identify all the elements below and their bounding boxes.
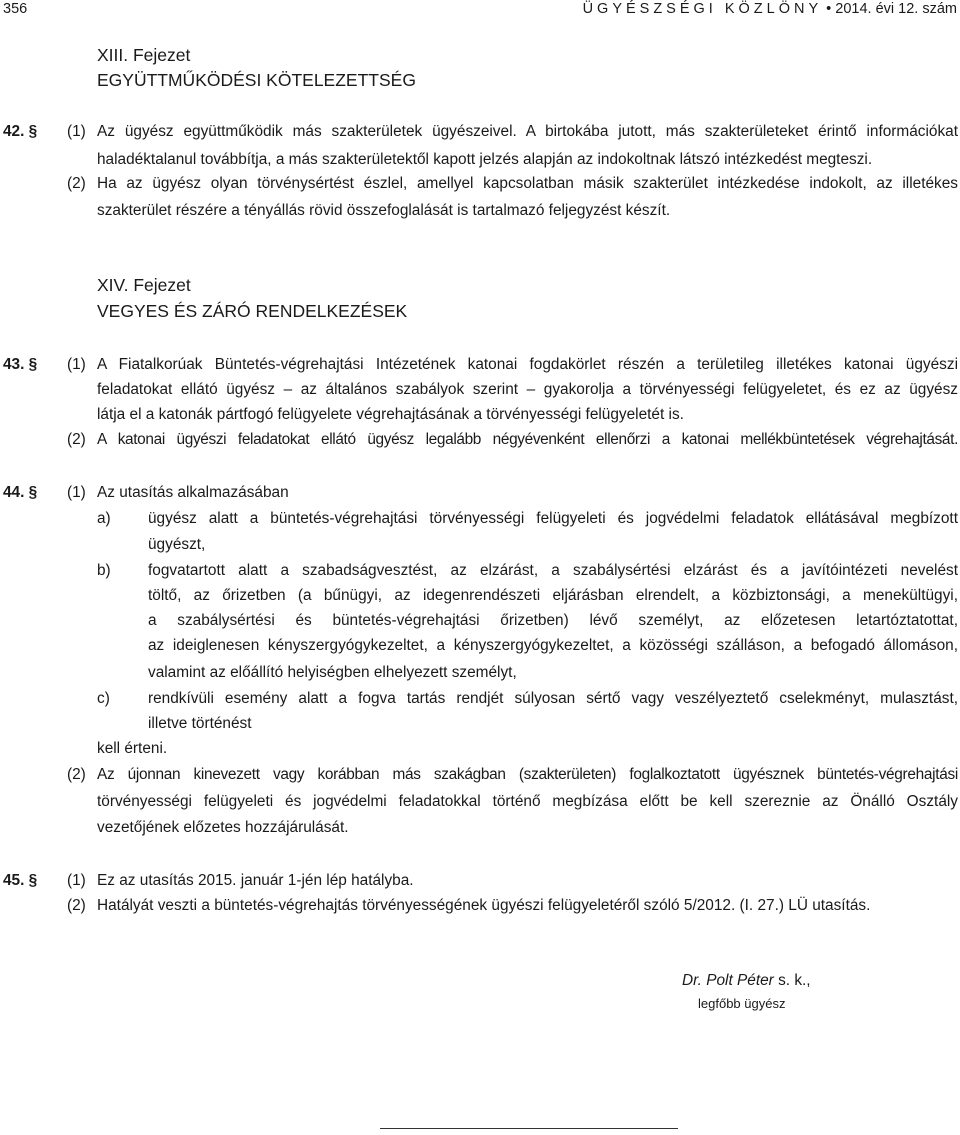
- s44-item-b-mark: b): [97, 562, 111, 579]
- s42-p1-mark: (1): [67, 123, 86, 140]
- signatory-name: Dr. Polt Péter: [682, 972, 774, 989]
- s43-p2-mark: (2): [67, 431, 86, 448]
- journal-name: ÜGYÉSZSÉGI KÖZLÖNY: [582, 1, 823, 17]
- page-header: [0, 0, 960, 22]
- journal-issue: • 2014. évi 12. szám: [822, 1, 957, 17]
- s44-p2-line2: törvényességi felügyeleti és jogvédelmi feladatokkal történő megbízása előtt be kell szereznie az Önálló Osztály: [97, 793, 958, 810]
- s44-item-c-line2: illetve történést: [148, 715, 252, 732]
- s42-p2-line2: szakterület részére a tényállás rövid összefoglalását is tartalmazó feljegyzést készít.: [97, 202, 671, 219]
- s43-p2-line1: A katonai ügyészi feladatokat ellátó ügyész legalább négyévenként ellenőrzi a katonai mellékbüntetések végrehajtását.: [97, 431, 958, 448]
- s44-item-b-line3: a szabálysértési és büntetés-végrehajtási őrizetben) lévő személyt, az előzetesen letartóztatottat,: [148, 612, 958, 629]
- footer-divider: [380, 1128, 678, 1129]
- s42-p2-mark: (2): [67, 175, 86, 192]
- chapter-13-number: XIII. Fejezet: [97, 45, 191, 65]
- section-45-number: 45. §: [3, 872, 38, 889]
- s42-p1-line1: Az ügyész együttműködik más szakterületek ügyészeivel. A birtokába jutott, más szakterületeket érintő információkat: [97, 123, 958, 140]
- signatory-suffix: s. k.,: [773, 972, 811, 989]
- section-42-number: 42. §: [3, 123, 38, 140]
- s44-item-b-line5: valamint az előállító helyiségben elhelyezett személyt,: [148, 664, 517, 681]
- section-43-number: 43. §: [3, 356, 38, 373]
- s44-item-c-mark: c): [97, 690, 110, 707]
- signature-block: [682, 972, 811, 990]
- s45-p2-mark: (2): [67, 897, 86, 914]
- s45-p1-line1: Ez az utasítás 2015. január 1-jén lép hatályba.: [97, 872, 414, 889]
- chapter-14-number: XIV. Fejezet: [97, 275, 191, 295]
- s44-p2-line3: vezetőjének előzetes hozzájárulását.: [97, 819, 349, 836]
- s43-p1-line1: A Fiatalkorúak Büntetés-végrehajtási Intézetének katonai fogdakörlet részén a területileg illetékes katonai ügyészi: [97, 356, 958, 373]
- s44-item-b-line2: töltő, az őrizetben (a bűnügyi, az idegenrendészeti eljárásban elrendelt, a közbiztonsági, a menekültügyi,: [148, 587, 958, 604]
- s44-item-a-mark: a): [97, 510, 111, 527]
- s44-p2-line1: Az újonnan kinevezett vagy korábban más szakágban (szakterületen) foglalkoztatott ügyésznek büntetés-végrehajtási: [97, 766, 958, 783]
- s44-p2-mark: (2): [67, 766, 86, 783]
- chapter-13-title: EGYÜTTMŰKÖDÉSI KÖTELEZETTSÉG: [97, 70, 416, 90]
- s44-item-b-line4: az ideiglenesen kényszergyógykezeltet, a kényszergyógykezeltet, a közösségi szálláson, a befogadó állomáson,: [148, 637, 958, 654]
- chapter-14-title: VEGYES ÉS ZÁRÓ RENDELKEZÉSEK: [97, 301, 408, 321]
- s43-p1-line2: feladatokat ellátó ügyész – az általános szabályok szerint – gyakorolja a törvényességi felügyeletet, és ez az ügyész: [97, 381, 958, 398]
- s42-p1-line2: haladéktalanul továbbítja, a más szakterületektől kapott jelzés alapján az indokoltnak látszó intézkedést megteszi.: [97, 151, 873, 168]
- s44-closing: kell érteni.: [97, 740, 168, 757]
- s44-item-b-line1: fogvatartott alatt a szabadságvesztést, az elzárást, a szabálysértési elzárást és a javítóintézeti nevelést: [148, 562, 958, 579]
- journal-title: [583, 1, 957, 17]
- s44-item-a-line2: ügyészt,: [148, 536, 206, 553]
- s42-p2-line1: Ha az ügyész olyan törvénysértést észlel, amellyel kapcsolatban másik szakterület intézkedése indokolt, az illetékes: [97, 175, 958, 192]
- page-number: 356: [3, 1, 28, 17]
- s43-p1-mark: (1): [67, 356, 86, 373]
- s44-p1-line1: Az utasítás alkalmazásában: [97, 484, 289, 501]
- s44-p1-mark: (1): [67, 484, 86, 501]
- s45-p2-line1: Hatályát veszti a büntetés-végrehajtás törvényességének ügyészi felügyeletéről szóló 5/2012. (I. 27.) LÜ utasítás.: [97, 897, 871, 914]
- section-44-number: 44. §: [3, 484, 38, 501]
- signatory-title: legfőbb ügyész: [698, 996, 786, 1011]
- s44-item-a-line1: ügyész alatt a büntetés-végrehajtási törvényességi felügyeleti és jogvédelmi feladatok ellátásával megbízott: [148, 510, 958, 527]
- s45-p1-mark: (1): [67, 872, 86, 889]
- s44-item-c-line1: rendkívüli esemény alatt a fogva tartás rendjét súlyosan sértő vagy veszélyeztető cselekményt, mulasztást,: [148, 690, 958, 707]
- s43-p1-line3: látja el a katonák pártfogó felügyelete végrehajtásának a törvényességi felügyeletét is.: [97, 406, 684, 423]
